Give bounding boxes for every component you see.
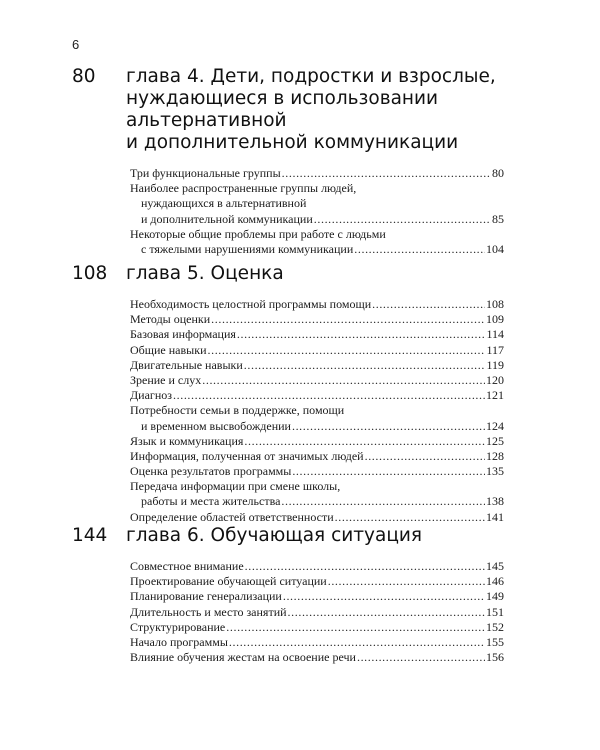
leader-dots xyxy=(328,574,485,589)
toc-entry[interactable] xyxy=(130,464,504,479)
entry-text: Длительность и место занятий xyxy=(130,604,287,619)
toc-entry[interactable] xyxy=(130,358,504,373)
toc-entry[interactable] xyxy=(130,589,504,604)
chapter-title-line: глава 4. Дети, подростки и взрослые, xyxy=(126,66,496,87)
chapter-title xyxy=(126,525,504,547)
toc-entry[interactable] xyxy=(130,297,504,312)
entry-page: 124 xyxy=(486,418,504,433)
entry-page: 109 xyxy=(486,312,504,327)
entry-text: Определение областей ответственности xyxy=(130,509,334,524)
entry-page: 141 xyxy=(486,509,504,524)
entry-text: Методы оценки xyxy=(130,312,211,327)
leader-dots xyxy=(357,650,485,665)
entry-text: Базовая информация xyxy=(130,327,236,342)
toc-entry[interactable] xyxy=(130,434,504,449)
toc-entry[interactable] xyxy=(130,605,504,620)
leader-dots xyxy=(292,419,485,434)
chapter-title-line: нуждающиеся в использовании xyxy=(126,88,439,109)
chapter-heading xyxy=(72,263,504,285)
leader-dots xyxy=(229,635,485,650)
leader-dots xyxy=(282,166,491,181)
leader-dots xyxy=(354,242,485,257)
chapter-title-line: альтернативной xyxy=(126,110,287,131)
page-number: 6 xyxy=(72,37,80,52)
entry-page: 121 xyxy=(486,388,504,403)
entry-page: 80 xyxy=(492,166,504,180)
leader-dots xyxy=(288,605,485,620)
leader-dots xyxy=(281,494,485,509)
entry-text: Передача информации при смене школы, xyxy=(130,479,341,494)
chapter-5 xyxy=(72,263,504,525)
chapter-title-line: глава 5. Оценка xyxy=(126,263,284,284)
toc-entry[interactable] xyxy=(130,574,504,589)
entry-page: 108 xyxy=(486,297,504,311)
toc-entry[interactable] xyxy=(130,327,504,342)
toc-entry[interactable] xyxy=(130,373,504,388)
entry-page: 104 xyxy=(486,241,504,256)
entry-page: 156 xyxy=(486,650,504,665)
toc-entries xyxy=(130,297,504,525)
entry-text: и временном высвобождении xyxy=(141,418,291,433)
toc-entry[interactable] xyxy=(130,620,504,635)
entry-text: Потребности семьи в поддержке, помощи xyxy=(130,403,345,418)
leader-dots xyxy=(245,559,485,574)
toc-entry[interactable] xyxy=(130,181,504,227)
entry-text: работы и места жительства xyxy=(141,494,281,509)
toc-entry[interactable] xyxy=(130,403,504,433)
entry-text: Структурирование xyxy=(130,619,226,634)
entry-page: 155 xyxy=(486,634,504,649)
entry-page: 128 xyxy=(486,448,504,463)
entry-page: 135 xyxy=(486,464,504,479)
toc-entry[interactable] xyxy=(130,635,504,650)
chapter-start-page: 108 xyxy=(72,263,108,284)
leader-dots xyxy=(283,589,485,604)
chapter-start-page: 144 xyxy=(72,525,108,546)
entry-page: 151 xyxy=(486,604,504,619)
toc-entry[interactable] xyxy=(130,510,504,525)
toc-entry[interactable] xyxy=(130,449,504,464)
entry-page: 152 xyxy=(486,619,504,634)
chapter-start-page: 80 xyxy=(72,66,96,87)
leader-dots xyxy=(211,312,485,327)
entry-text: Планирование генерализации xyxy=(130,589,282,604)
entry-text: Информация, полученная от значимых людей xyxy=(130,448,364,463)
chapter-4 xyxy=(72,66,504,257)
toc-entry[interactable] xyxy=(130,166,504,181)
entry-page: 125 xyxy=(486,433,504,448)
toc-entry[interactable] xyxy=(130,312,504,327)
entry-page: 149 xyxy=(486,589,504,604)
entry-text: с тяжелыми нарушениями коммуникации xyxy=(141,241,354,256)
leader-dots xyxy=(314,212,491,227)
toc-entries xyxy=(130,166,504,257)
entry-text: Зрение и слух xyxy=(130,372,202,387)
chapter-heading xyxy=(72,66,504,154)
chapter-title xyxy=(126,66,504,154)
entry-text: и дополнительной коммуникации xyxy=(141,211,313,226)
leader-dots xyxy=(173,388,485,403)
entry-text: Оценка результатов программы xyxy=(130,464,292,479)
entry-page: 114 xyxy=(486,327,504,342)
chapter-title-line: глава 6. Обучающая ситуация xyxy=(126,525,423,546)
leader-dots xyxy=(365,449,485,464)
chapter-title xyxy=(126,263,504,285)
entry-page: 138 xyxy=(486,494,504,509)
entry-page: 145 xyxy=(486,559,504,573)
toc-entry[interactable] xyxy=(130,559,504,574)
toc-entry[interactable] xyxy=(130,227,504,257)
entry-page: 117 xyxy=(486,342,504,357)
entry-text: нуждающихся в альтернативной xyxy=(141,196,307,211)
chapter-6 xyxy=(72,525,504,665)
toc-entry[interactable] xyxy=(130,650,504,665)
entry-text: Язык и коммуникация xyxy=(130,433,244,448)
entry-text: Двигательные навыки xyxy=(130,357,243,372)
entry-text: Три функциональные группы xyxy=(130,166,281,180)
entry-text: Необходимость целостной программы помощи xyxy=(130,297,372,311)
entry-text: Общие навыки xyxy=(130,342,207,357)
entry-text: Наиболее распространенные группы людей, xyxy=(130,181,357,196)
entry-text: Совместное внимание xyxy=(130,559,244,573)
entry-page: 119 xyxy=(486,357,504,372)
leader-dots xyxy=(292,464,485,479)
chapter-heading xyxy=(72,525,504,547)
leader-dots xyxy=(335,510,485,525)
leader-dots xyxy=(226,620,485,635)
entry-text: Начало программы xyxy=(130,634,228,649)
chapter-title-line: и дополнительной коммуникации xyxy=(126,132,459,153)
entry-page: 120 xyxy=(486,372,504,387)
toc-entries xyxy=(130,559,504,665)
entry-text: Диагноз xyxy=(130,388,173,403)
leader-dots xyxy=(372,297,485,312)
entry-text: Некоторые общие проблемы при работе с людьми xyxy=(130,226,386,241)
leader-dots xyxy=(237,327,486,342)
leader-dots xyxy=(244,358,486,373)
leader-dots xyxy=(202,373,485,388)
entry-text: Проектирование обучающей ситуации xyxy=(130,574,327,589)
toc-entry[interactable] xyxy=(130,343,504,358)
leader-dots xyxy=(244,434,485,449)
leader-dots xyxy=(208,343,486,358)
entry-text: Влияние обучения жестам на освоение речи xyxy=(130,650,356,665)
entry-page: 85 xyxy=(492,211,504,226)
toc-entry[interactable] xyxy=(130,388,504,403)
toc-entry[interactable] xyxy=(130,479,504,509)
entry-page: 146 xyxy=(486,574,504,589)
